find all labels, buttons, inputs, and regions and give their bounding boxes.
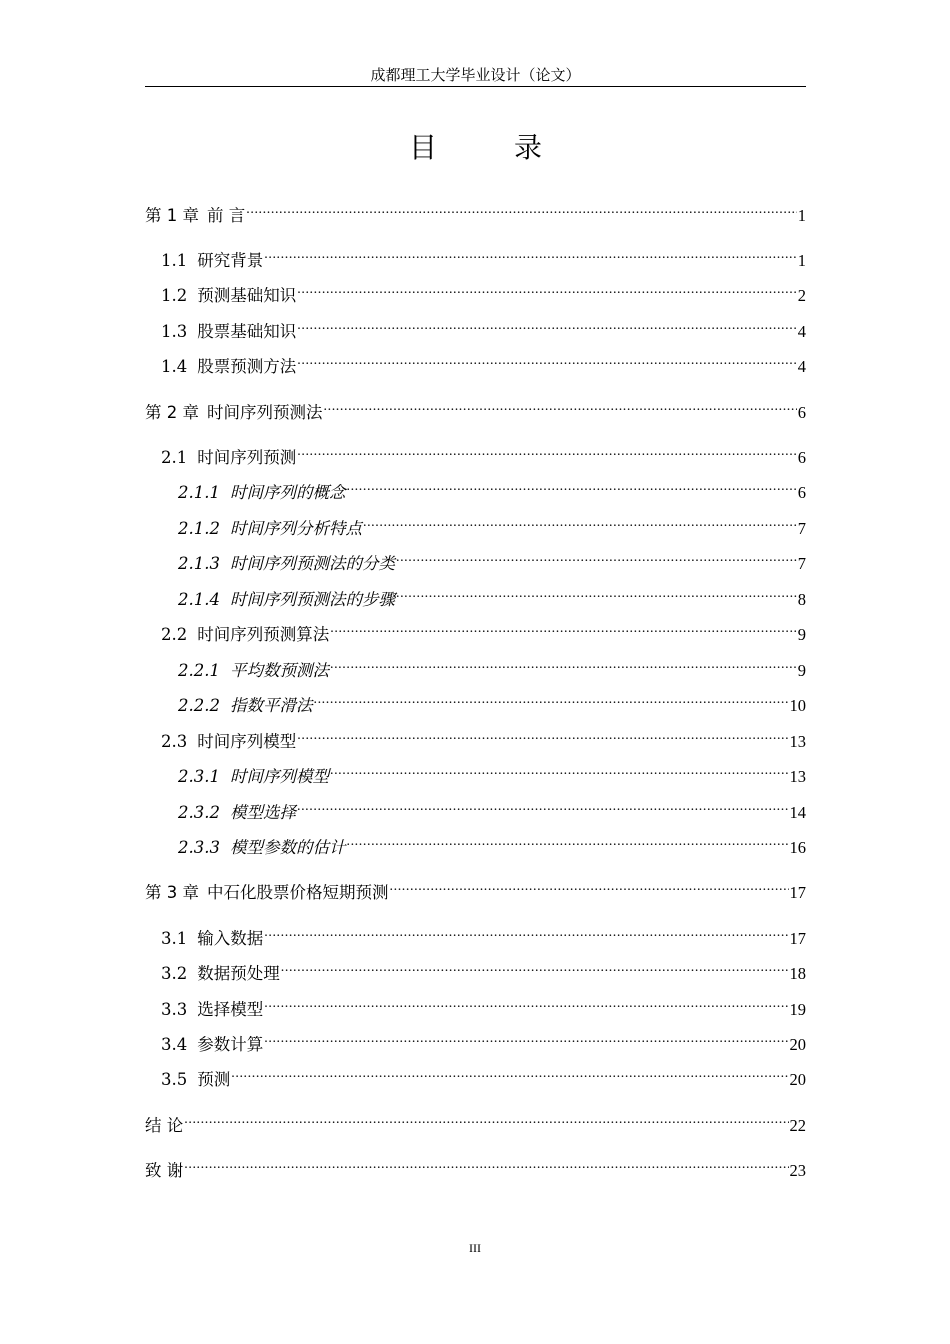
- toc-entry-page: 10: [789, 696, 806, 715]
- toc-section-entry[interactable]: [161, 618, 806, 644]
- toc-section-entry[interactable]: [161, 957, 806, 983]
- toc-entry-title: 平均数预测法: [229, 661, 329, 680]
- toc-entry-number: 第 3 章: [145, 883, 199, 902]
- toc-entry-number: 2.3: [161, 732, 188, 751]
- toc-entry-number: 2.1.2: [178, 519, 220, 538]
- dot-leader: [330, 654, 797, 676]
- toc-subsection-entry[interactable]: [178, 476, 806, 502]
- dot-leader: [264, 993, 788, 1015]
- toc-entry-number: 2.3.1: [178, 767, 220, 786]
- toc-entry-page: 20: [789, 1070, 806, 1089]
- toc-section-entry[interactable]: [161, 244, 806, 270]
- dot-leader: [363, 512, 797, 534]
- dot-leader: [297, 350, 797, 372]
- toc-entry-number: 3.2: [161, 964, 188, 983]
- dot-leader: [390, 876, 789, 898]
- toc-entry-title: 指数平滑法: [229, 696, 313, 715]
- toc-subsection-entry[interactable]: [178, 512, 806, 538]
- toc-entry-page: 4: [797, 322, 806, 341]
- dot-leader: [246, 199, 797, 221]
- dot-leader: [231, 1063, 788, 1085]
- toc-entry-title: 时间序列预测法的步骤: [229, 590, 395, 609]
- dot-leader: [396, 583, 797, 605]
- toc-entry-title: 预测基础知识: [197, 286, 297, 305]
- running-header: 成都理工大学毕业设计（论文）: [370, 66, 581, 84]
- toc-entry-page: 22: [789, 1116, 806, 1135]
- toc-entry-title: 股票预测方法: [197, 357, 297, 376]
- toc-entry-page: 4: [797, 357, 806, 376]
- toc-entry-number: 1.1: [161, 251, 188, 270]
- toc-entry-title: 时间序列预测算法: [197, 625, 330, 644]
- toc-entry-number: 1.3: [161, 322, 188, 341]
- toc-entry-number: 3.1: [161, 929, 188, 948]
- toc-entry-title: 时间序列预测法的分类: [229, 554, 395, 573]
- toc-entry-title: 中石化股票价格短期预测: [207, 883, 389, 902]
- toc-entry-number: 2.1.1: [178, 483, 220, 502]
- toc-subsection-entry[interactable]: [178, 796, 806, 822]
- toc-entry-title: 数据预处理: [197, 964, 280, 983]
- dot-leader: [297, 315, 797, 337]
- toc-entry-title: 输入数据: [197, 929, 264, 948]
- toc-entry-page: 6: [797, 448, 806, 467]
- toc-entry-page: 13: [789, 767, 806, 786]
- toc-entry-title: 时间序列分析特点: [229, 519, 362, 538]
- toc-entry-page: 14: [789, 803, 806, 822]
- dot-leader: [346, 476, 796, 498]
- toc-entry-number: 1.4: [161, 357, 188, 376]
- toc-entry-page: 7: [797, 519, 806, 538]
- toc-entry-page: 20: [789, 1035, 806, 1054]
- toc-entry-page: 1: [797, 251, 806, 270]
- dot-leader: [264, 244, 797, 266]
- toc-entry-title: 致 谢: [145, 1161, 184, 1180]
- toc-chapter-entry[interactable]: [145, 199, 806, 225]
- dot-leader: [297, 725, 788, 747]
- toc-entry-page: 1: [797, 206, 806, 225]
- toc-entry-page: 17: [789, 883, 806, 902]
- toc-entry-title: 时间序列预测法: [207, 403, 323, 422]
- toc-entry-title: 时间序列预测: [197, 448, 297, 467]
- toc-entry-page: 8: [797, 590, 806, 609]
- toc-entry-title: 参数计算: [197, 1035, 264, 1054]
- toc-chapter-entry[interactable]: [145, 1154, 806, 1180]
- toc-entry-page: 17: [789, 929, 806, 948]
- dot-leader: [264, 1028, 788, 1050]
- dot-leader: [313, 689, 788, 711]
- toc-entry-page: 9: [797, 625, 806, 644]
- toc-entry-title: 股票基础知识: [197, 322, 297, 341]
- dot-leader: [330, 760, 789, 782]
- toc-entry-page: 6: [797, 483, 806, 502]
- toc-section-entry[interactable]: [161, 350, 806, 376]
- toc-entry-number: 2.1: [161, 448, 188, 467]
- toc-section-entry[interactable]: [161, 725, 806, 751]
- toc-entry-number: 1.2: [161, 286, 188, 305]
- toc-subsection-entry[interactable]: [178, 547, 806, 573]
- toc-subsection-entry[interactable]: [178, 831, 806, 857]
- toc-entry-number: 第 2 章: [145, 403, 199, 422]
- toc-section-entry[interactable]: [161, 1028, 806, 1054]
- toc-entry-page: 23: [789, 1161, 806, 1180]
- toc-chapter-entry[interactable]: [145, 396, 806, 422]
- toc-section-entry[interactable]: [161, 279, 806, 305]
- toc-section-entry[interactable]: [161, 993, 806, 1019]
- toc-section-entry[interactable]: [161, 922, 806, 948]
- toc-entry-number: 2.1.3: [178, 554, 220, 573]
- toc-entry-page: 9: [797, 661, 806, 680]
- toc-entry-title: 结 论: [145, 1116, 184, 1135]
- toc-entry-page: 6: [797, 403, 806, 422]
- toc-entry-page: 13: [789, 732, 806, 751]
- toc-subsection-entry[interactable]: [178, 654, 806, 680]
- toc-entry-number: 3.4: [161, 1035, 188, 1054]
- toc-chapter-entry[interactable]: [145, 1109, 806, 1135]
- toc-entry-page: 19: [789, 1000, 806, 1019]
- toc-subsection-entry[interactable]: [178, 689, 806, 715]
- toc-entry-number: 2.2: [161, 625, 188, 644]
- dot-leader: [184, 1154, 788, 1176]
- dot-leader: [324, 396, 797, 418]
- toc-chapter-entry[interactable]: [145, 876, 806, 902]
- toc-entry-page: 2: [797, 286, 806, 305]
- toc-entry-title: 选择模型: [197, 1000, 264, 1019]
- dot-leader: [184, 1109, 788, 1131]
- toc-title: 目 录: [409, 131, 576, 164]
- dot-leader: [281, 957, 789, 979]
- toc-entry-title: 前 言: [207, 206, 246, 225]
- dot-leader: [346, 831, 788, 853]
- toc-entry-page: 7: [797, 554, 806, 573]
- toc-entry-title: 研究背景: [197, 251, 264, 270]
- dot-leader: [396, 547, 797, 569]
- toc-entry-number: 3.5: [161, 1070, 188, 1089]
- toc-subsection-entry[interactable]: [178, 760, 806, 786]
- dot-leader: [264, 922, 788, 944]
- toc-entry-page: 16: [789, 838, 806, 857]
- toc-entry-number: 2.1.4: [178, 590, 220, 609]
- toc-entry-title: 时间序列模型: [197, 732, 297, 751]
- dot-leader: [297, 279, 797, 301]
- toc-entry-title: 预测: [197, 1070, 231, 1089]
- toc-entry-number: 2.3.2: [178, 803, 220, 822]
- dot-leader: [297, 796, 789, 818]
- toc-entry-page: 18: [789, 964, 806, 983]
- page-number: III: [469, 1241, 481, 1255]
- toc-section-entry[interactable]: [161, 441, 806, 467]
- dot-leader: [297, 441, 797, 463]
- toc-entry-number: 2.3.3: [178, 838, 220, 857]
- toc-section-entry[interactable]: [161, 1063, 806, 1089]
- toc-entry-number: 3.3: [161, 1000, 188, 1019]
- toc-subsection-entry[interactable]: [178, 583, 806, 609]
- toc-entry-number: 第 1 章: [145, 206, 199, 225]
- toc-entry-number: 2.2.1: [178, 661, 220, 680]
- toc-section-entry[interactable]: [161, 315, 806, 341]
- toc-entry-title: 时间序列的概念: [229, 483, 346, 502]
- toc-entry-number: 2.2.2: [178, 696, 220, 715]
- toc-entry-title: 模型参数的估计: [229, 838, 346, 857]
- toc-entry-title: 模型选择: [229, 803, 296, 822]
- dot-leader: [330, 618, 797, 640]
- toc-entry-title: 时间序列模型: [229, 767, 329, 786]
